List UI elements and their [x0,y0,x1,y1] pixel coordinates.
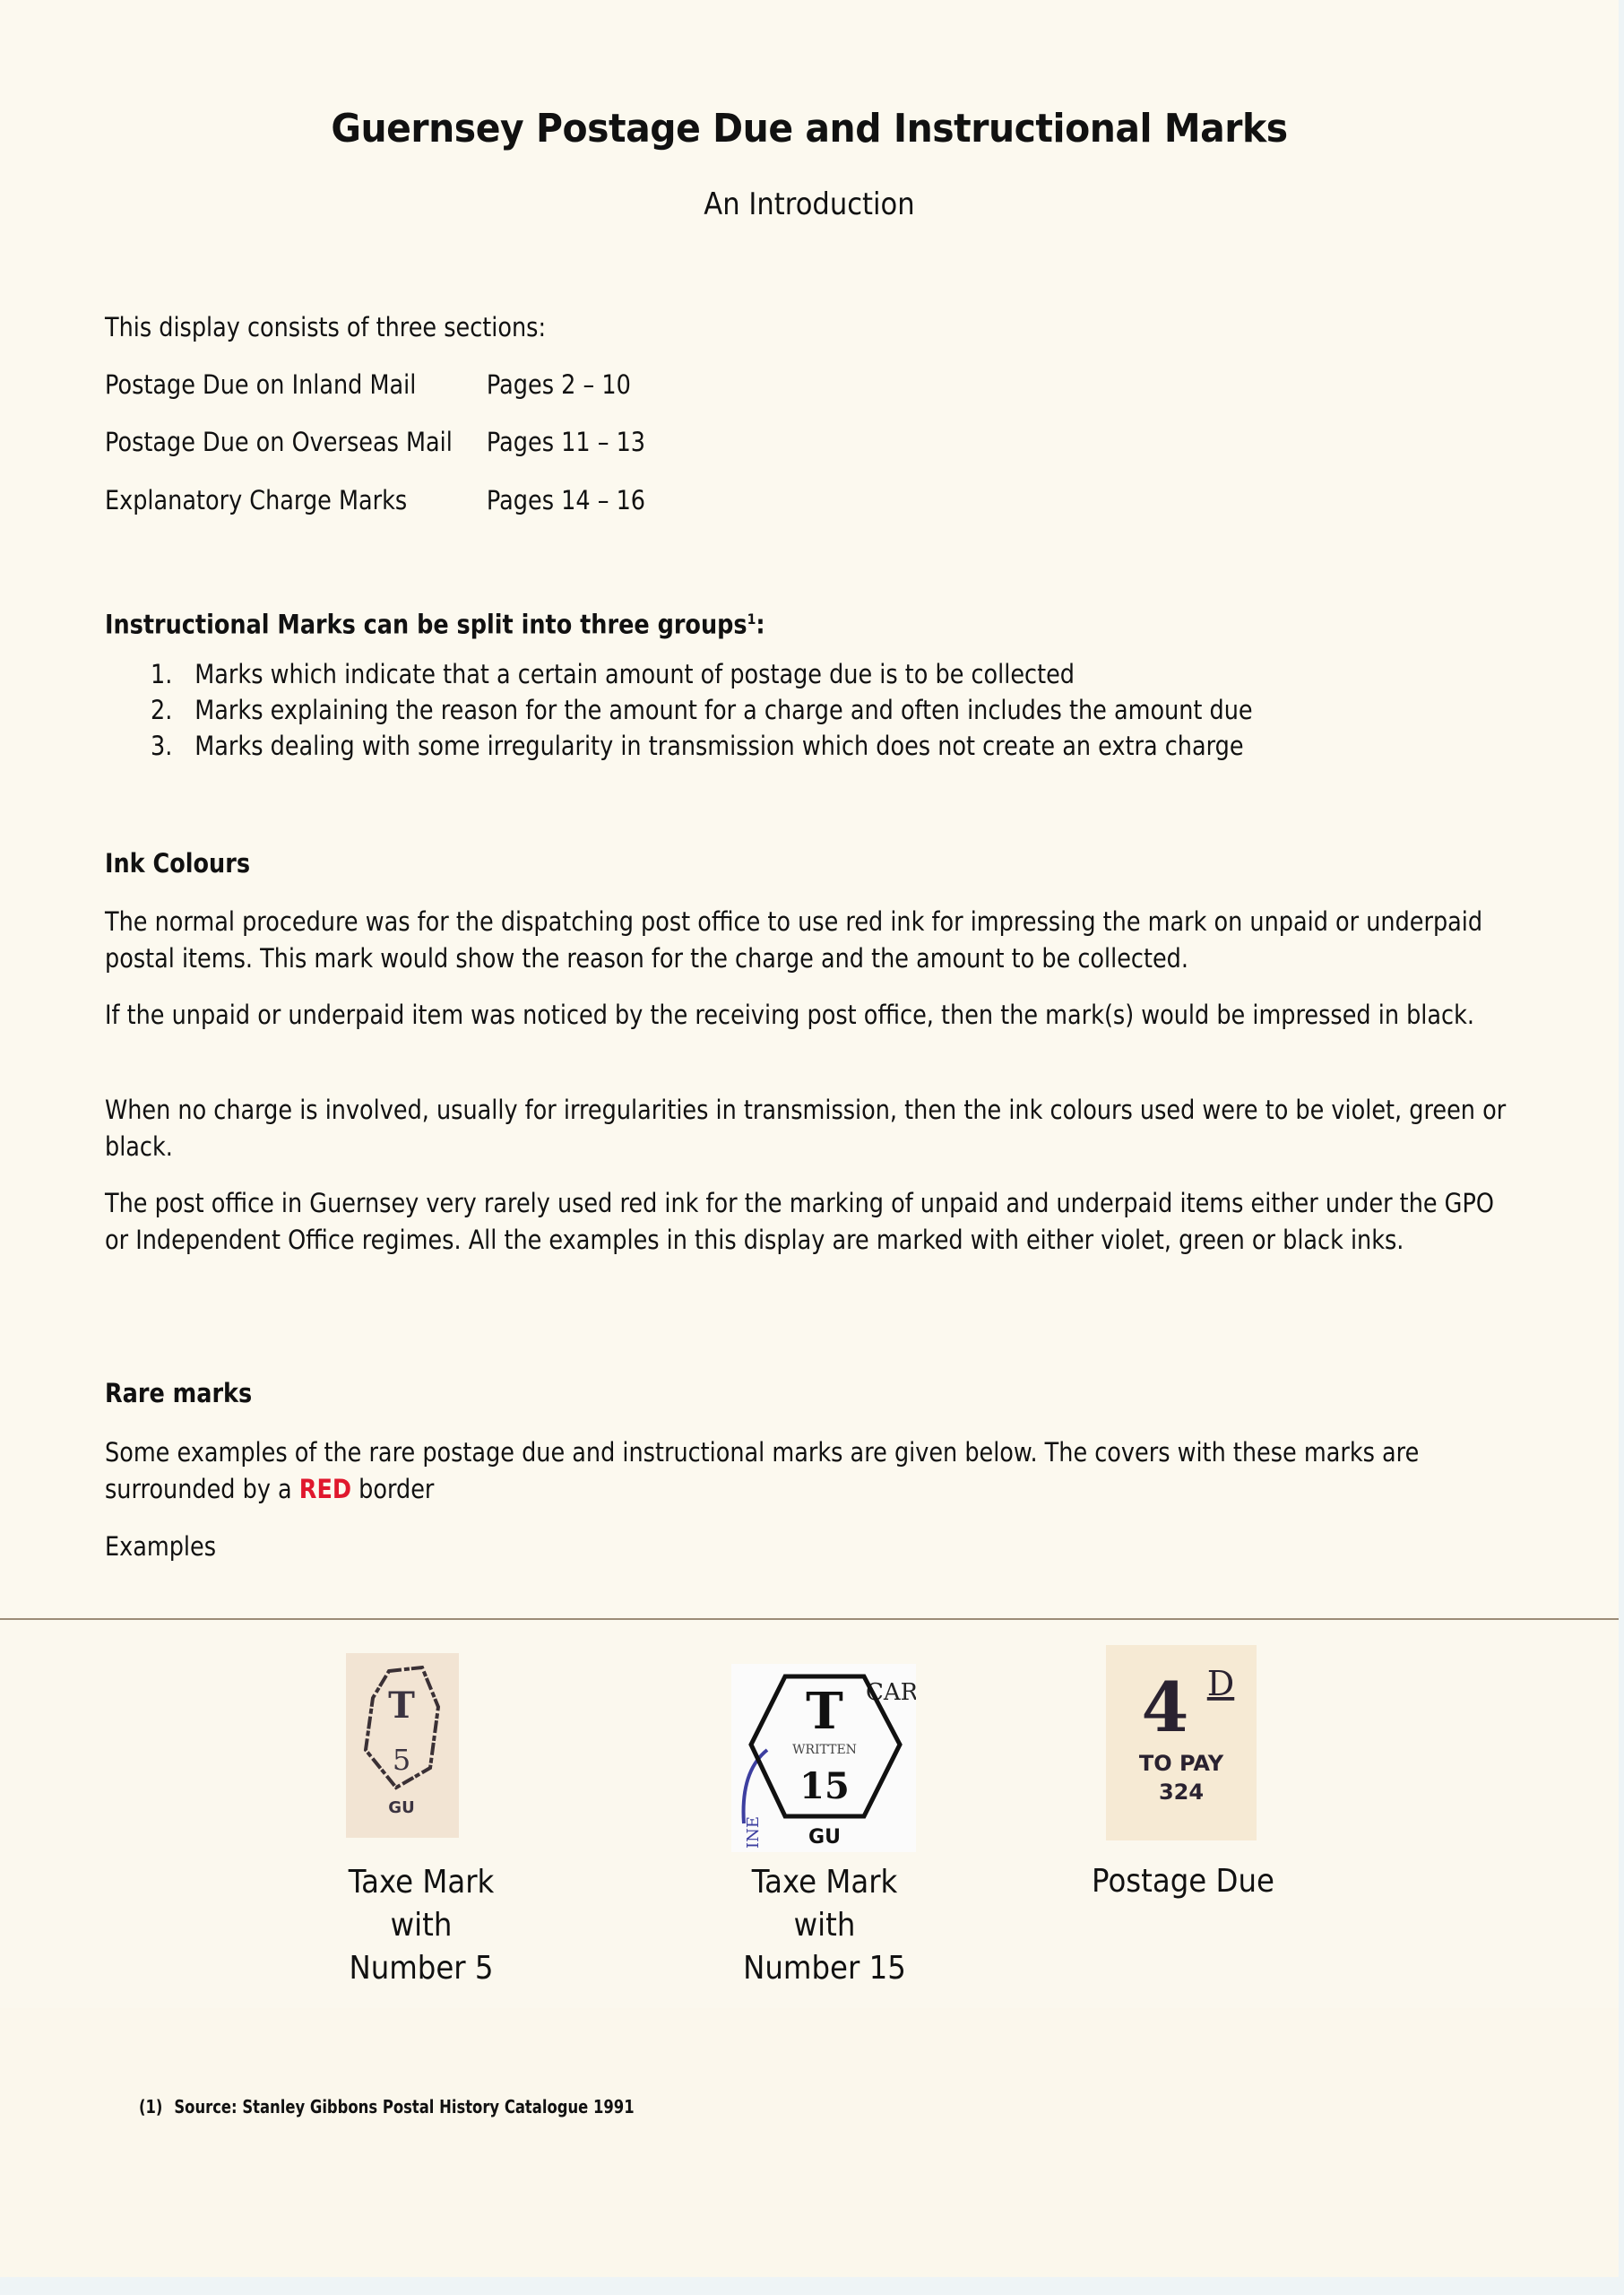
list-text: Marks dealing with some irregularity in transmission which does not create an extra charge [194,731,1244,761]
list-item [151,659,1075,689]
hexagon-taxe-stamp-icon [346,1653,459,1838]
footnote-text: Source: Stanley Gibbons Postal History Catalogue 1991 [174,2096,635,2117]
stamp-number: 5 [392,1743,411,1777]
section-divider [0,1618,1619,1620]
ink-colours-heading: Ink Colours [105,848,251,879]
caption-line: Taxe Mark [751,1864,898,1901]
example-caption [728,1861,921,1990]
stamp-side-text: INE [744,1816,763,1849]
stamp-code: GU [388,1798,415,1817]
stamp-image [346,1653,459,1838]
footnote [139,2096,635,2117]
rare-marks-text-end: border [351,1474,435,1504]
caption-line: Number 5 [349,1950,494,1987]
footnote-mark: (1) [139,2096,163,2117]
stamp-line-1: TO PAY [1138,1751,1224,1776]
footer-band [0,2008,1619,2277]
stamp-image [731,1664,916,1852]
section-row [105,427,645,457]
stamp-number: 15 [799,1765,850,1807]
hexagon-taxe-stamp-icon [731,1664,916,1852]
example-taxe-mark-5 [314,1650,529,2008]
rare-marks-heading: Rare marks [105,1378,253,1408]
groups-heading-text: Instructional Marks can be split into three groups [105,609,747,640]
section-pages: Pages 11 – 13 [486,427,646,457]
sections-intro: This display consists of three sections: [105,312,547,342]
examples-label: Examples [105,1531,217,1562]
list-text: Marks which indicate that a certain amount of postage due is to be collected [194,659,1075,689]
rare-marks-paragraph [105,1434,1516,1508]
stamp-image [1106,1645,1257,1840]
section-name: Postage Due on Overseas Mail [105,427,453,457]
list-number: 2. [151,695,173,725]
list-item [151,695,1253,725]
example-caption [1070,1860,1296,1903]
list-number: 3. [151,731,173,761]
section-name: Postage Due on Inland Mail [105,369,417,400]
ink-colours-paragraph: When no charge is involved, usually for irregularities in transmission, then the ink colours used were to be violet, green or black. [105,1095,1507,1162]
postage-due-stamp-icon [1106,1645,1257,1840]
heading-colon: : [756,609,765,640]
example-taxe-mark-15 [717,1650,932,2008]
stamp-line-2: 324 [1158,1780,1205,1805]
list-text: Marks explaining the reason for the amount for a charge and often includes the amount due [194,695,1253,725]
example-postage-due [1058,1645,1309,1914]
ink-colours-paragraph: The post office in Guernsey very rarely used red ink for the marking of unpaid and underpaid items either under the GPO or Independent Office regimes. All the examples in this display are marked with either violet, green or black inks. [105,1188,1494,1255]
stamp-letter: T [806,1682,843,1741]
example-caption [324,1861,518,1990]
section-pages: Pages 14 – 16 [486,485,646,515]
ink-colours-paragraph: The normal procedure was for the dispatching post office to use red ink for impressing the mark on unpaid or underpaid postal items. This mark would show the reason for the charge and the amount to be collected. [105,906,1483,974]
ink-colours-paragraph: If the unpaid or underpaid item was noticed by the receiving post office, then the mark(s) would be impressed in black. [105,1000,1474,1030]
stamp-background-text: CAR [866,1679,916,1706]
caption-line: with [793,1907,856,1944]
red-highlight: RED [298,1474,352,1504]
caption-line: Postage Due [1092,1863,1274,1900]
caption-line: Taxe Mark [348,1864,495,1901]
list-number: 1. [151,659,173,689]
caption-line: with [390,1907,453,1944]
stamp-code: GU [808,1826,841,1849]
page-subtitle: An Introduction [704,186,915,222]
section-row [105,369,631,400]
section-row [105,485,645,515]
rare-marks-text: Some examples of the rare postage due and instructional marks are given below. The covers with these marks are surrounded by a [105,1437,1420,1504]
groups-heading [105,601,765,644]
caption-line: Number 15 [743,1950,906,1987]
stamp-letter: T [388,1684,415,1727]
stamp-amount: 4 [1141,1667,1189,1747]
section-pages: Pages 2 – 10 [486,369,631,400]
stamp-unit: D [1206,1664,1235,1703]
footnote-reference[interactable]: 1 [747,611,756,628]
page-title: Guernsey Postage Due and Instructional Marks [331,106,1288,152]
section-name: Explanatory Charge Marks [105,485,408,515]
stamp-background-text-2: WRITTEN [792,1743,857,1757]
list-item [151,731,1244,761]
